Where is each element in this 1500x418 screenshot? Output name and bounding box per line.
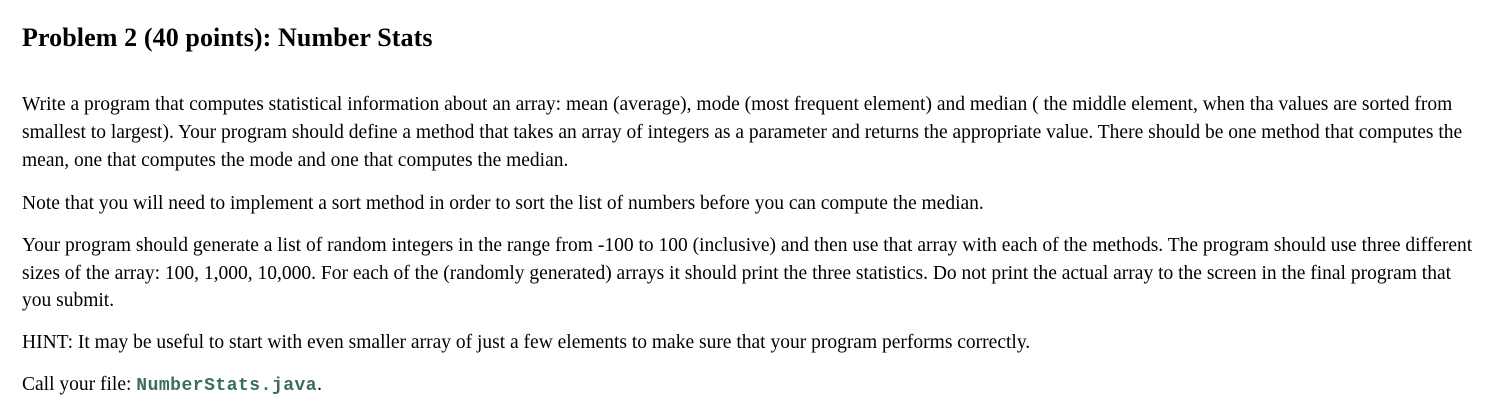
paragraph-sort-note: Note that you will need to implement a sort method in order to sort the list of numbers before you can compute the median. bbox=[22, 193, 984, 215]
filename-code: NumberStats.java bbox=[136, 375, 318, 396]
paragraph-hint: HINT: It may be useful to start with even smaller array of just a few elements to make sure that your program performs correctly. bbox=[22, 332, 1031, 353]
paragraph-call-your-file bbox=[22, 371, 1478, 400]
paragraph-random-array-requirements: Your program should generate a list of random integers in the range from -100 to 100 (inclusive) and then use that array with each of the methods. The program should use three different sizes of the array: 100, 1,000, 10,000. For each of the (randomly generated) arrays it should print the three statistics. Do not print the actual array to the screen in the final program that you submit. bbox=[22, 234, 1473, 312]
page-title: Problem 2 (40 points): Number Stats bbox=[22, 23, 433, 52]
call-file-prefix: Call your file: bbox=[22, 373, 137, 395]
call-file-suffix: . bbox=[317, 373, 322, 395]
paragraph-problem-description: Write a program that computes statistical information about an array: mean (average), mode (most frequent element) and median ( the middle element, when tha values are sorted from smallest to largest). Your program should define a method that takes an array of integers as a parameter and returns the appropriate value. There should be one method that computes the mean, one that computes the mode and one that computes the median. bbox=[22, 94, 1463, 171]
